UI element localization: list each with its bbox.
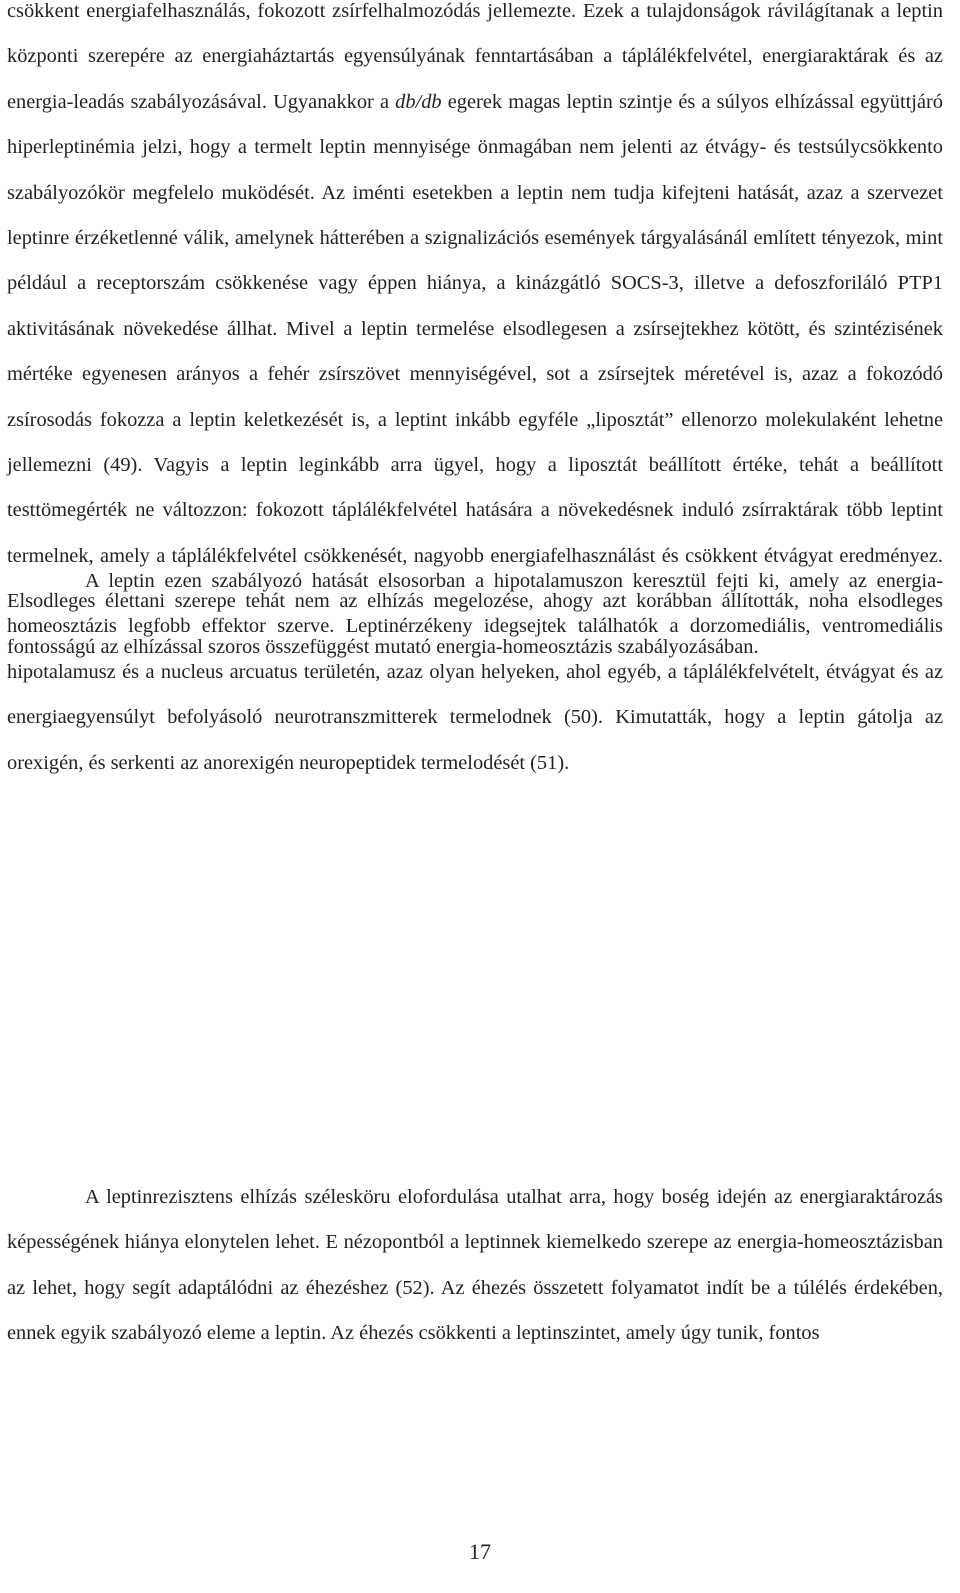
- db-db-mice-term: db/db: [395, 90, 442, 113]
- paragraph-1-part-b: egerek magas leptin szintje és a súlyos elhízással együttjáró hiperleptinémia jelzi, hogy a termelt leptin mennyisége önmagában nem jelenti az étvágy- és testsúlycsökkento szabályozókör megfelelo muködését. Az iménti esetekben a leptin nem tudja kifejteni hatását, azaz a szervezet leptinre érzéketlenné válik, amelynek hátterében a szignalizációs események tárgyalásánál említett tényezok, mint például a receptorszám csökkenése vagy éppen hiánya, a kinázgátló SOCS-3, illetve a defoszforiláló PTP1 aktivitásának növekedése állhat. Mivel a leptin termelése elsodlegesen a zsírsejtekhez kötött, és szintézisének mértéke egyenesen arányos a fehér zsírszövet mennyiségével, sot a zsírsejtek méretével is, azaz a fokozódó zsírosodás fokozza a leptin keletkezését is, a leptint inkább egyféle „liposztát” ellenorzo molekulaként lehetne jellemezni (49). Vagyis a leptin leginkább arra ügyel, hogy a liposztát beállított értéke, tehát a beállított testtömegérték ne változzon: fokozott táplálékfelvétel hatására a növekedésnek induló zsírraktárak több leptint termelnek, amely a táplálékfelvétel csökkenését, nagyobb energiafelhasználást és csökkent étvágyat eredményez. Elsodleges élettani szerepe tehát nem az elhízás megelozése, ahogy azt korábban állították, noha elsodleges fontosságú az elhízással szoros összefüggést mutató energia-homeosztázis szabályozásában.: [7, 90, 943, 658]
- page-number: 17: [469, 1539, 491, 1564]
- paragraph-3: A leptinrezisztens elhízás szélesköru elofordulása utalhat arra, hogy boség idején az energiaraktározás képességének hiánya elonytelen lehet. E nézopontból a leptinnek kiemelkedo szerepe az energia-homeosztázisban az lehet, hogy segít adaptálódni az éhezéshez (52). Az éhezés összetett folyamatot indít be a túlélés érdekében, ennek egyik szabályozó eleme a leptin. Az éhezés csökkenti a leptinszintet, amely úgy tunik, fontos: [7, 1186, 943, 1345]
- paragraph-1-part-a: csökkent energiafelhasználás, fokozott zsírfelhalmozódás jellemezte. Ezek a tulajdonságok rávilágítanak a leptin központi szerepére az energiaháztartás egyensúlyának fenntartásában a táplálékfelvétel, energiaraktárak és az energia-leadás szabályozásával. Ugyanakkor a: [7, 0, 943, 113]
- paragraph-2: A leptin ezen szabályozó hatását elsosorban a hipotalamuszon keresztül fejti ki, amely az energia-homeosztázis legfobb effektor szerve. Leptinérzékeny idegsejtek találhatók a dorzomediális, ventromediális hipotalamusz és a nucleus arcuatus területén, azaz olyan helyeken, ahol egyéb, a táplálékfelvételt, étvágyat és az energiaegyensúlyt befolyásoló neurotranszmitterek termelodnek (50). Kimutatták, hogy a leptin gátolja az orexigén, és serkenti az anorexigén neuropeptidek termelodését (51).: [7, 570, 943, 774]
